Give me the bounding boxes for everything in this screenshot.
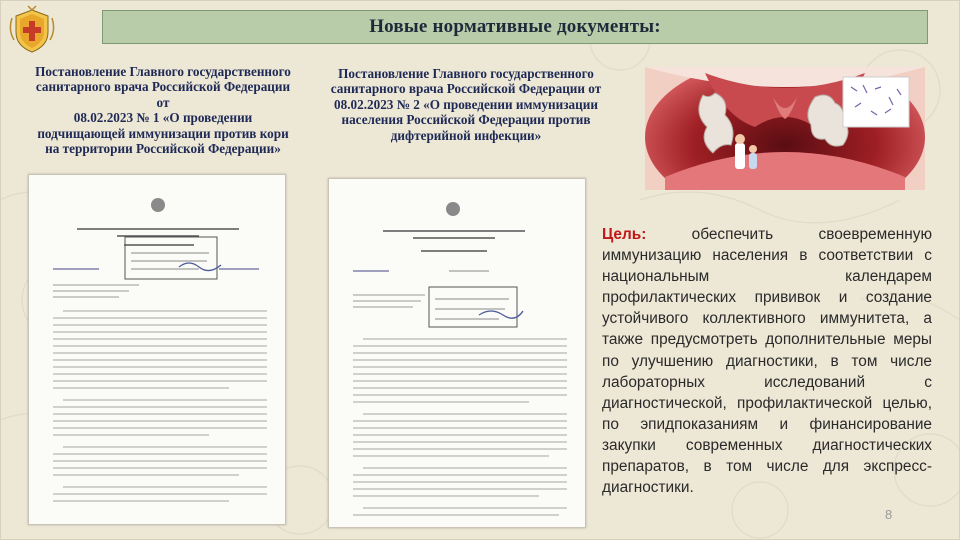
goal-paragraph: [602, 224, 932, 498]
document-1-heading-line: от: [156, 94, 170, 110]
document-2-heading-line: 08.02.2023 № 2 «О проведении иммунизации: [334, 96, 598, 112]
document-1-heading-line: на территории Российской Федерации»: [45, 141, 281, 157]
document-1-scan: [28, 174, 286, 525]
goal-text: обеспечить своевременную иммунизацию населения в соответствии с национальным календарем профилактических прививок и создание устойчивого коллективного иммунитета, а также предусмотреть дополнительные меры по улучшению диагностики, в том числе лабораторных исследований с диагностической, профилактической целью, по эпидпоказаниям и финансирование закупки современных диагностических препаратов, в том числе для экспресс-диагностики.: [602, 226, 932, 497]
document-1-scan-image: [29, 175, 286, 525]
document-1-heading-line: Постановление Главного государственного: [35, 64, 291, 79]
goal-label: Цель:: [602, 226, 647, 243]
document-1-heading-line: подчищающей иммунизации против кори: [37, 125, 289, 141]
page-number: 8: [885, 507, 893, 522]
document-2-heading-line: населения Российской Федерации против: [341, 112, 591, 128]
document-2-heading-line: санитарного врача Российской Федерации от: [330, 81, 602, 97]
document-1-heading-line: санитарного врача Российской Федерации: [35, 79, 291, 95]
throat-illustration: [645, 67, 925, 190]
document-2-heading-line: Постановление Главного государственного: [338, 66, 594, 81]
document-2-scan-image: [329, 179, 586, 528]
document-2-heading: [316, 66, 616, 143]
document-1-heading-line: 08.02.2023 № 1 «О проведении: [73, 110, 253, 126]
title-bar: [102, 10, 928, 44]
document-1-heading: [14, 64, 312, 156]
document-2-heading-line: дифтерийной инфекции»: [390, 127, 542, 143]
document-2-scan: [328, 178, 586, 528]
rospotrebnadzor-emblem-icon: [8, 4, 56, 56]
page-title: Новые нормативные документы:: [369, 16, 661, 37]
